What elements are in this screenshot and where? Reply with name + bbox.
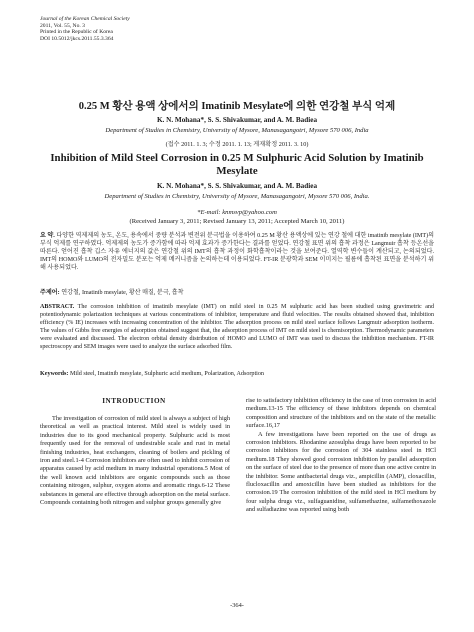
journal-printed: Printed in the Republic of Korea xyxy=(40,29,113,36)
english-keywords-text: Mild steel, Imatinib mesylate, Sulphuric acid medium, Polarization, Adsorption xyxy=(69,371,264,377)
english-title: Inhibition of Mild Steel Corrosion in 0.25 M Sulphuric Acid Solution by Imatinib Mesylate xyxy=(50,152,424,177)
english-dates: (Received January 3, 2011; Revised January 13, 2011; Accepted March 10, 2011) xyxy=(129,218,345,225)
korean-department: Department of Studies in Chemistry, University of Mysore, Manasagangotri, Mysore 570 006, India xyxy=(105,127,369,134)
section-heading-introduction: INTRODUCTION xyxy=(102,397,166,405)
body-column-left xyxy=(40,415,230,507)
korean-keywords xyxy=(40,289,434,297)
korean-abstract-text: 다양한 역제제의 농도, 온도, 용속에서 중량 분석과 변전위 분극법을 이용하여 0.25 M 황산 용액상에 있는 연강 철에 대한 imatinib mesylate (IMT)의 부식 억제를 연구하였다. 억제제의 농도가 증가함에 따라 억제 효과가 증가한다는 결과를 얻었다. 연강철 표면 위의 흡착 과정은 Langmuir 흡착 등온선을 따른다. 얻어진 흡착 깁스 자유 에너지의 값은 연강철 위의 IMT의 흡착 과정이 화학흡착이라는 것을 보여준다. 열역학 변수들이 계산되고, 논의되었다. IMT의 HOMO와 LUMO의 전자밀도 분포는 억제 메커니즘을 논의하는데 이용되었다. FT-IR 분광학과 SEM 이미지는 필름에 흡착된 표면을 분석하기 위해 사용되었다. xyxy=(40,233,434,272)
body-column-right xyxy=(246,397,436,515)
english-abstract xyxy=(40,303,434,352)
english-authors: K. N. Mohana*, S. S. Shivakumar, and A. M. Badiea xyxy=(156,182,318,190)
korean-title: 0.25 M 황산 용액 상에서의 Imatinib Mesylate에 의한 연강철 부식 억제 xyxy=(78,101,396,112)
korean-keywords-text: 연강철, Imatinib mesylate, 황산 매질, 분극, 흡착 xyxy=(61,290,184,296)
korean-authors: K. N. Mohana*, S. S. Shivakumar, and A. M. Badiea xyxy=(156,116,318,124)
body-paragraph: The investigation of corrosion of mild steel is always a subject of high theoretical as well as practical interest. Mild steel is widely used in industries due to its good mechanical property. Sulphuric acid is most frequently used for the removal of undesirable scale and rust in metal finishing industries, heat exchangers, cleaning of boilers and pickling of iron and steel.1-4 Corrosion inhibitors are often used to inhibit corrosion of apparatus caused by acid medium in many industrial operations.5 Most of the well known acid inhibitors are organic compounds such as those containing nitrogen, sulphur, oxygen atoms and aromatic rings.6-12 These substances in general are effective through adsorption on the metal surface. Compounds containing both nitrogen and sulphur groups generally give xyxy=(40,415,230,507)
body-paragraph: rise to satisfactory inhibition efficiency in the case of iron corrosion in acid medium.13-15 The efficiency of these inhibitors depends on chemical composition and structure of the inhibitors and on the state of the metallic surface.16,17 xyxy=(246,397,436,430)
journal-info xyxy=(40,16,130,42)
journal-volume: 2011, Vol. 55, No. 3 xyxy=(40,22,85,29)
korean-dates: (접수 2011. 1. 3; 수정 2011. 1. 13; 게재확정 2011. 3. 10) xyxy=(165,141,309,148)
english-email: *E-mail: knmsvp@yahoo.com xyxy=(197,209,277,216)
page-number: -364- xyxy=(230,602,244,609)
english-keywords-label: Keywords: xyxy=(40,371,69,377)
journal-doi: DOI 10.5012/jkcs.2011.55.3.364 xyxy=(40,35,114,42)
korean-abstract-label: 요 약. xyxy=(40,233,55,239)
korean-keywords-label: 주제어: xyxy=(40,290,60,296)
journal-name: Journal of the Korean Chemical Society xyxy=(40,16,130,22)
english-abstract-label: ABSTRACT. xyxy=(40,304,75,310)
korean-abstract xyxy=(40,232,434,272)
english-abstract-text: The corrosion inhibition of imatinib mesylate (IMT) on mild steel in 0.25 M sulphuric acid has been studied using gravimetric and potentiodynamic polarization techniques at various concentrations of inhibitor, temperature and fluid velocities. The results obtained showed that, inhibition efficiency (% IE) increases with increasing concentration of the inhibitor. The adsorption process on mild steel surface follows Langmuir adsorption isotherm. The values of Gibbs free energies of adsorption obtained suggest that, the adsorption process of IMT on mild steel is chemisorption. Thermodynamic parameters were evaluated and discussed. The electron orbital density distribution of HOMO and LUMO of IMT was used to discuss the inhibition mechanism. FT-IR spectroscopy and SEM images were used to analyze the surface adsorbed film. xyxy=(40,304,434,351)
body-paragraph: A few investigations have been reported on the use of drugs as corrosion inhibitors. Rhodanine azosulpha drugs have been reported to be corrosion inhibitors for the corrosion of 304 stainless steel in HCl medium.18 They showed good corrosion inhibition by parallel adsorption on the surface of steel due to the presence of more than one active centre in the inhibitor. Some antibacterial drugs viz., ampicillin (AMP), cloxacillin, flucloxacillin and amoxicillin have been studied as inhibitors for the corrosion.19 The corrosion inhibition of the mild steel in HCl medium by four sulpha drugs viz., sulfaguanidine, sulfamethazine, sulfamethoxazole and sulfadiazine was reported using both xyxy=(246,430,436,514)
english-keywords xyxy=(40,370,434,378)
english-department: Department of Studies in Chemistry, University of Mysore, Manasagangotri, Mysore 570 006, India. xyxy=(104,193,370,200)
